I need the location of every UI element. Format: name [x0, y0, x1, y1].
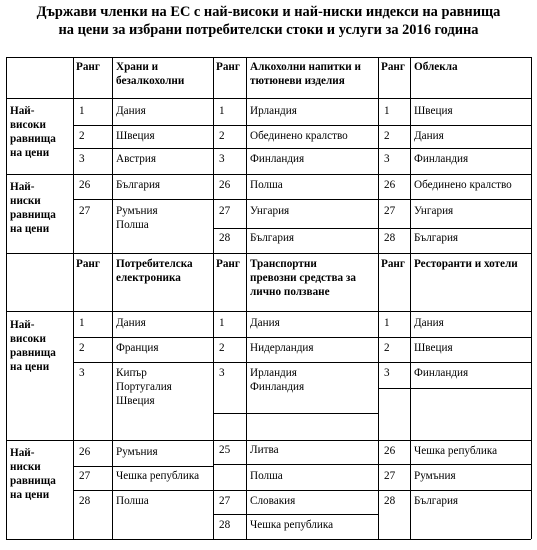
rank-cell: 27	[384, 205, 396, 217]
country-cell: Дания	[250, 317, 280, 329]
country-cell: Финландия	[414, 367, 469, 379]
country-cell: Швеция	[116, 130, 155, 142]
rank-cell: 3	[79, 153, 85, 165]
country-cell: Словакия	[250, 495, 296, 507]
rank-cell: 1	[384, 105, 390, 117]
rank-header: Ранг	[381, 258, 405, 270]
row-group-label-highest: Най- високи равнища на цени	[10, 319, 56, 373]
rank-cell: 26	[79, 179, 91, 191]
rank-cell: 2	[384, 130, 390, 142]
rank-cell: 3	[384, 367, 390, 379]
country-cell: Румъния	[116, 446, 158, 458]
rank-cell: 1	[219, 317, 225, 329]
rank-cell: 3	[384, 153, 390, 165]
rank-header: Ранг	[76, 61, 100, 73]
category-header: Потребителска електроника	[116, 258, 193, 284]
rank-cell: 1	[79, 317, 85, 329]
country-cell: Дания	[414, 317, 444, 329]
country-cell: Финландия	[250, 153, 305, 165]
country-cell: България	[414, 232, 459, 244]
row-group-label-highest: Най- високи равнища на цени	[10, 105, 56, 159]
rank-cell: 2	[219, 130, 225, 142]
rank-cell: 2	[79, 130, 85, 142]
rank-cell: 2	[384, 342, 390, 354]
row-group-label-lowest: Най- ниски равнища на цени	[10, 447, 56, 501]
rank-cell: 26	[384, 445, 396, 457]
country-cell: Унгария	[414, 205, 454, 217]
rank-cell: 2	[79, 342, 85, 354]
rank-cell: 27	[384, 470, 396, 482]
country-cell: Румъния	[414, 470, 456, 482]
country-cell: Швеция	[414, 342, 453, 354]
country-cell: Ирландия Финландия	[250, 367, 305, 393]
title-line-1: Държави членки на ЕС с най-високи и най-ниски индекси на равнища	[36, 4, 501, 20]
rank-cell: 3	[219, 367, 225, 379]
country-cell: Чешка република	[250, 519, 334, 531]
country-cell: Ирландия	[250, 105, 297, 117]
rank-cell: 26	[384, 179, 396, 191]
rank-cell: 27	[219, 495, 231, 507]
rank-header: Ранг	[76, 258, 100, 270]
country-cell: България	[250, 232, 295, 244]
country-cell: Дания	[116, 317, 146, 329]
rank-cell: 3	[79, 367, 85, 379]
country-cell: Нидерландия	[250, 342, 314, 354]
country-cell: Унгария	[250, 205, 290, 217]
row-group-label-lowest: Най- ниски равнища на цени	[10, 181, 56, 235]
category-header: Храни и безалкохолни	[116, 61, 185, 87]
country-cell: Румъния Полша	[116, 205, 158, 231]
rank-cell: 28	[384, 232, 396, 244]
country-cell: Кипър Португалия Швеция	[116, 367, 172, 407]
rank-cell: 26	[219, 179, 231, 191]
country-cell: Дания	[116, 105, 146, 117]
rank-cell: 25	[219, 444, 231, 456]
rank-cell: 28	[219, 232, 231, 244]
rank-cell: 27	[219, 205, 231, 217]
category-header: Транспортни превозни средства за лично ползване	[250, 258, 357, 298]
rank-cell: 27	[79, 470, 91, 482]
country-cell: Полша	[116, 495, 149, 507]
rank-cell: 28	[219, 519, 231, 531]
category-header: Ресторанти и хотели	[414, 258, 518, 270]
country-cell: България	[116, 179, 161, 191]
country-cell: Литва	[250, 444, 279, 456]
country-cell: Чешка република	[116, 470, 200, 482]
rank-cell: 26	[79, 446, 91, 458]
rank-header: Ранг	[381, 61, 405, 73]
rank-header: Ранг	[216, 61, 240, 73]
country-cell: Финландия	[414, 153, 469, 165]
country-cell: Полша	[250, 470, 283, 482]
rank-cell: 2	[219, 342, 225, 354]
country-cell: Обединено кралство	[414, 179, 512, 191]
country-cell: Франция	[116, 342, 159, 354]
rank-cell: 27	[79, 205, 91, 217]
country-cell: Австрия	[116, 153, 157, 165]
country-cell: Обединено кралство	[250, 130, 348, 142]
country-cell: Швеция	[414, 105, 453, 117]
rank-cell: 1	[79, 105, 85, 117]
country-cell: Полша	[250, 179, 283, 191]
title-line-2: на цени за избрани потребителски стоки и услуги за 2016 година	[58, 22, 479, 38]
rank-header: Ранг	[216, 258, 240, 270]
category-header: Облекла	[414, 61, 458, 73]
category-header: Алкохолни напитки и тютюневи изделия	[250, 61, 361, 87]
rank-cell: 28	[79, 495, 91, 507]
rank-cell: 28	[384, 495, 396, 507]
country-cell: Чешка република	[414, 445, 498, 457]
country-cell: България	[414, 495, 459, 507]
rank-cell: 3	[219, 153, 225, 165]
rank-cell: 1	[384, 317, 390, 329]
country-cell: Дания	[414, 130, 444, 142]
rank-cell: 1	[219, 105, 225, 117]
